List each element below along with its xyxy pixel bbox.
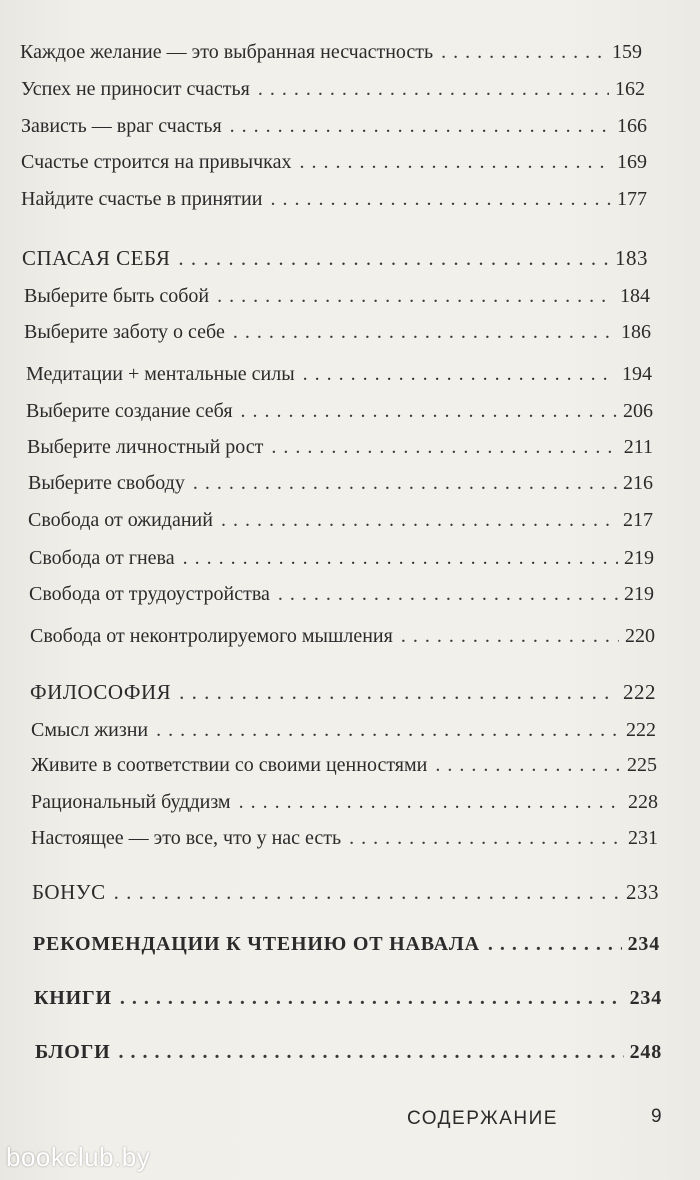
- toc-entry-title: Свобода от неконтролируемого мышления: [30, 625, 393, 647]
- dot-leader: [193, 471, 617, 495]
- toc-entry-page: 183: [615, 246, 648, 270]
- toc-entry-page: 159: [612, 41, 642, 63]
- toc-section: [33, 932, 660, 956]
- toc-entry-page: 234: [627, 933, 660, 955]
- toc-entry-page: 206: [623, 400, 653, 422]
- toc-entry-page: 194: [622, 363, 652, 385]
- toc-entry-page: 231: [628, 827, 658, 849]
- toc-entry-page: 225: [627, 754, 657, 776]
- toc-entry: [29, 546, 654, 570]
- toc-entry-page: 222: [623, 680, 656, 704]
- toc-entry: [28, 508, 653, 532]
- toc-entry-title: Успех не приносит счастья: [21, 78, 250, 100]
- toc-entry-page: 222: [626, 719, 656, 741]
- dot-leader: [178, 246, 609, 270]
- dot-leader: [118, 1040, 623, 1064]
- toc-section-title: СПАСАЯ СЕБЯ: [22, 246, 171, 270]
- toc-section-title: КНИГИ: [34, 987, 112, 1009]
- dot-leader: [270, 187, 611, 211]
- watermark: bookclub.by: [6, 1142, 151, 1172]
- dot-leader: [435, 753, 621, 777]
- toc-entry: [31, 753, 657, 777]
- dot-leader: [120, 986, 624, 1010]
- toc-entry: [28, 471, 653, 495]
- toc-entry-title: Свобода от трудоустройства: [29, 583, 270, 605]
- toc-entry-title: Свобода от ожиданий: [28, 509, 213, 531]
- toc-entry: [26, 362, 652, 386]
- dot-leader: [114, 880, 620, 904]
- toc-entry-page: 228: [628, 791, 658, 813]
- toc-entry-title: Медитации + ментальные силы: [26, 363, 295, 385]
- toc-entry-title: Выберите свободу: [28, 472, 185, 494]
- toc-entry: [21, 150, 647, 174]
- dot-leader: [183, 546, 618, 570]
- dot-leader: [217, 284, 614, 308]
- toc-section: [34, 986, 662, 1010]
- toc-entry-page: 186: [621, 321, 651, 343]
- toc-entry: [31, 718, 656, 742]
- toc-entry-page: 184: [620, 285, 650, 307]
- toc-entry-title: Выберите заботу о себе: [24, 321, 225, 343]
- toc-entry-title: Счастье строится на привычках: [21, 151, 292, 173]
- toc-entry-title: Смысл жизни: [31, 719, 149, 741]
- toc-entry-title: Свобода от гнева: [29, 547, 175, 569]
- toc-entry-page: 216: [623, 472, 653, 494]
- toc-entry: [29, 582, 654, 606]
- toc-entry: [26, 399, 653, 423]
- toc-entry: [21, 77, 645, 101]
- toc-entry-page: 211: [623, 436, 653, 458]
- dot-leader: [299, 150, 611, 174]
- toc-entry-page: 162: [615, 78, 645, 100]
- toc-entry-title: Каждое желание — это выбранная несчастность: [20, 41, 434, 63]
- toc-section-title: ФИЛОСОФИЯ: [30, 680, 172, 704]
- toc-entry-title: Найдите счастье в принятии: [21, 188, 263, 210]
- toc-entry: [31, 790, 658, 814]
- toc-entry: [20, 40, 642, 64]
- toc-entry-title: Выберите быть собой: [24, 285, 210, 307]
- toc-section: [32, 880, 659, 904]
- dot-leader: [278, 582, 618, 606]
- dot-leader: [271, 435, 617, 459]
- dot-leader: [241, 399, 617, 423]
- toc-entry: [21, 187, 647, 211]
- toc-entry: [30, 624, 655, 648]
- dot-leader: [488, 932, 622, 956]
- running-footer-title: СОДЕРЖАНИЕ: [407, 1108, 558, 1129]
- toc-entry-title: Выберите создание себя: [26, 400, 233, 422]
- toc-entry-title: Настоящее — это все, что у нас есть: [31, 827, 342, 849]
- dot-leader: [179, 680, 617, 704]
- dot-leader: [401, 624, 619, 648]
- dot-leader: [349, 826, 622, 850]
- dot-leader: [239, 790, 622, 814]
- toc-entry: [24, 284, 650, 308]
- toc-entry-page: 177: [617, 188, 647, 210]
- toc-section-title: РЕКОМЕНДАЦИИ К ЧТЕНИЮ ОТ НАВАЛА: [33, 933, 480, 955]
- toc-entry-title: Выберите личностный рост: [27, 436, 264, 458]
- dot-leader: [156, 718, 620, 742]
- toc-entry: [31, 826, 658, 850]
- toc-section: [35, 1040, 662, 1064]
- toc-section: [30, 680, 656, 704]
- toc-entry-title: Рациональный буддизм: [31, 791, 231, 813]
- toc-entry-page: 166: [617, 115, 647, 137]
- toc-entry-title: Живите в соответствии со своими ценностями: [31, 754, 428, 776]
- toc-entry: [24, 320, 651, 344]
- toc-entry-page: 219: [624, 547, 654, 569]
- toc-entry: [27, 435, 653, 459]
- toc-entry-page: 220: [625, 625, 655, 647]
- toc-entry-title: Зависть — враг счастья: [21, 115, 222, 137]
- toc-entry-page: 169: [617, 151, 647, 173]
- dot-leader: [230, 114, 611, 138]
- toc-entry-page: 234: [629, 987, 662, 1009]
- toc-section-title: БОНУС: [32, 880, 106, 904]
- dot-leader: [233, 320, 615, 344]
- toc-entry-page: 219: [624, 583, 654, 605]
- toc-entry-page: 233: [626, 880, 659, 904]
- toc-section: [22, 246, 648, 270]
- toc-entry: [21, 114, 647, 138]
- dot-leader: [303, 362, 616, 386]
- dot-leader: [258, 77, 609, 101]
- toc-entry-page: 248: [629, 1041, 662, 1063]
- toc-entry-page: 217: [623, 509, 653, 531]
- page-number: 9: [651, 1106, 662, 1127]
- toc-section-title: БЛОГИ: [35, 1041, 111, 1063]
- dot-leader: [221, 508, 617, 532]
- dot-leader: [441, 40, 606, 64]
